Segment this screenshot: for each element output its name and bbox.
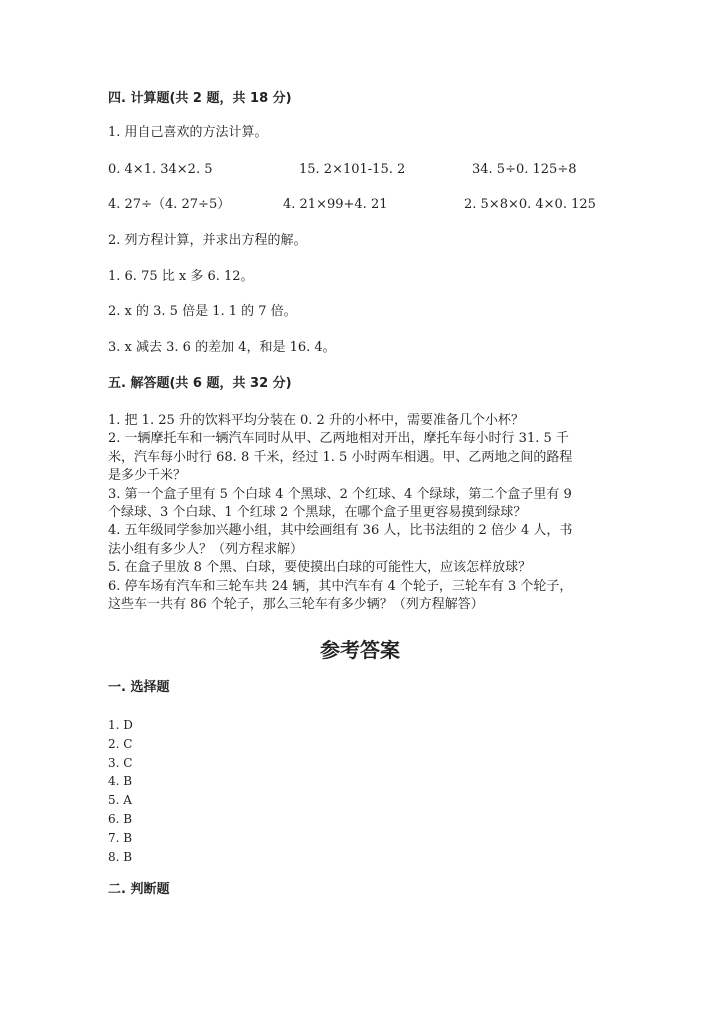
equation-item: 3. x 减去 3. 6 的差加 4，和是 16. 4。 xyxy=(108,340,336,355)
problem-line: 米，汽车每小时行 68. 8 千米，经过 1. 5 小时两车相遇。甲、乙两地之间的路程 xyxy=(108,449,573,465)
problem-line: 个绿球、3 个白球、1 个红球 2 个黑球，在哪个盒子里更容易摸到绿球？ xyxy=(108,505,527,521)
answer-item: 1. D xyxy=(108,718,133,732)
equation-item: 1. 6. 75 比 x 多 6. 12。 xyxy=(108,269,254,284)
problem-line: 1. 把 1. 25 升的饮料平均分装在 0. 2 升的小杯中，需要准备几个小杯？ xyxy=(108,413,524,428)
problem-line: 这些车一共有 86 个轮子，那么三轮车有多少辆？（列方程解答） xyxy=(108,597,484,613)
problem-line: 是多少千米？ xyxy=(108,468,187,484)
problem-line: 5. 在盒子里放 8 个黑、白球，要使摸出白球的可能性大，应该怎样放球？ xyxy=(108,560,532,576)
answer-item: 6. B xyxy=(108,811,133,826)
section5-heading: 五. 解答题(共 6 题，共 32 分) xyxy=(108,376,292,391)
q2-title: 2. 列方程计算，并求出方程的解。 xyxy=(108,233,307,248)
answer-item: 2. C xyxy=(108,736,133,751)
problem-line: 法小组有多少人？（列方程求解） xyxy=(108,541,304,557)
answer-item: 5. A xyxy=(108,793,132,808)
calc-1-3: 34. 5÷0. 125÷8 xyxy=(472,162,577,177)
calc-1-1: 0. 4×1. 34×2. 5 xyxy=(108,162,213,177)
answers-section1-heading: 一. 选择题 xyxy=(108,680,170,695)
problem-line: 2. 一辆摩托车和一辆汽车同时从甲、乙两地相对开出，摩托车每小时行 31. 5 千 xyxy=(108,431,569,447)
answer-item: 7. B xyxy=(108,830,133,845)
answer-list xyxy=(108,716,133,866)
calc-2-2: 4. 21×99+4. 21 xyxy=(283,197,388,212)
answer-item: 3. C xyxy=(108,755,133,770)
q1-title: 1. 用自己喜欢的方法计算。 xyxy=(108,125,268,140)
answer-item: 8. B xyxy=(108,849,133,864)
calc-1-2: 15. 2×101-15. 2 xyxy=(299,162,406,177)
problem-line: 3. 第一个盒子里有 5 个白球 4 个黑球、2 个红球、4 个绿球，第二个盒子里有 9 xyxy=(108,486,572,502)
calc-2-3: 2. 5×8×0. 4×0. 125 xyxy=(464,197,596,212)
answer-item: 4. B xyxy=(108,774,133,789)
equation-item: 2. x 的 3. 5 倍是 1. 1 的 7 倍。 xyxy=(108,304,297,319)
problem-line: 4. 五年级同学参加兴趣小组，其中绘画组有 36 人，比书法组的 2 倍少 4 人，书 xyxy=(108,523,573,539)
answers-section2-heading: 二. 判断题 xyxy=(108,882,170,897)
problem-line: 6. 停车场有汽车和三轮车共 24 辆，其中汽车有 4 个轮子，三轮车有 3 个轮子， xyxy=(108,578,573,594)
calc-2-1: 4. 27÷（4. 27÷5） xyxy=(108,197,231,212)
word-problems xyxy=(108,412,613,614)
section4-heading: 四. 计算题(共 2 题，共 18 分) xyxy=(108,91,292,106)
answer-key-title: 参考答案 xyxy=(320,638,400,662)
